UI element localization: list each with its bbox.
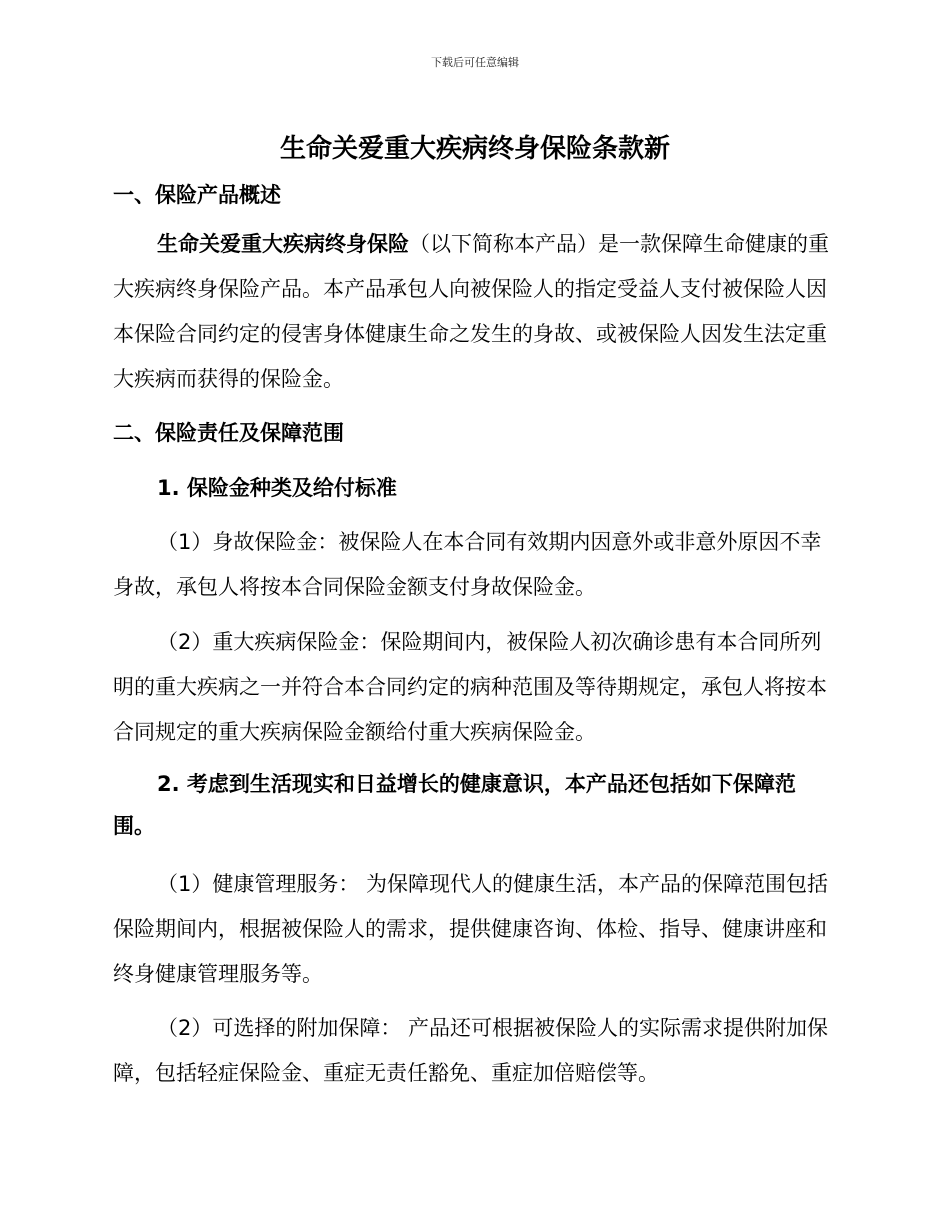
subsection-2-heading: 2. 考虑到生活现实和日益增长的健康意识，本产品还包括如下保障范围。 xyxy=(113,772,796,838)
section-2-heading: 二、保险责任及保障范围 xyxy=(113,421,344,445)
page-header-note: 下载后可任意编辑 xyxy=(431,56,519,69)
section-1-heading: 一、保险产品概述 xyxy=(113,183,281,207)
optional-riders-paragraph: （2）可选择的附加保障： 产品还可根据被保险人的实际需求提供附加保障，包括轻症保险金、重症无责任豁免、重症加倍赔偿等。 xyxy=(113,1016,829,1085)
document-title: 生命关爱重大疾病终身保险条款新 xyxy=(279,134,670,164)
product-name: 生命关爱重大疾病终身保险 xyxy=(157,232,409,256)
death-benefit-paragraph: （1）身故保险金：被保险人在本合同有效期内因意外或非意外原因不幸身故，承包人将按本合同保险金额支付身故保险金。 xyxy=(113,530,822,599)
critical-illness-benefit-paragraph: （2）重大疾病保险金：保险期间内，被保险人初次确诊患有本合同所列明的重大疾病之一并符合本合同约定的病种范围及等待期规定，承包人将按本合同规定的重大疾病保险金额给付重大疾病保险金。 xyxy=(113,630,827,744)
section-1-intro-paragraph xyxy=(113,222,837,402)
subsection-1-heading: 1. 保险金种类及给付标准 xyxy=(157,476,397,500)
intro-text: （以下简称本产品）是一款保障生命健康的重大疾病终身保险产品。本产品承包人向被保险人的指定受益人支付被保险人因本保险合同约定的侵害身体健康生命之发生的身故、或被保险人因发生法定重大疾病而获得的保险金。 xyxy=(113,232,829,391)
health-management-paragraph: （1）健康管理服务： 为保障现代人的健康生活，本产品的保障范围包括保险期间内，根据被保险人的需求，提供健康咨询、体检、指导、健康讲座和终身健康管理服务等。 xyxy=(113,872,829,986)
